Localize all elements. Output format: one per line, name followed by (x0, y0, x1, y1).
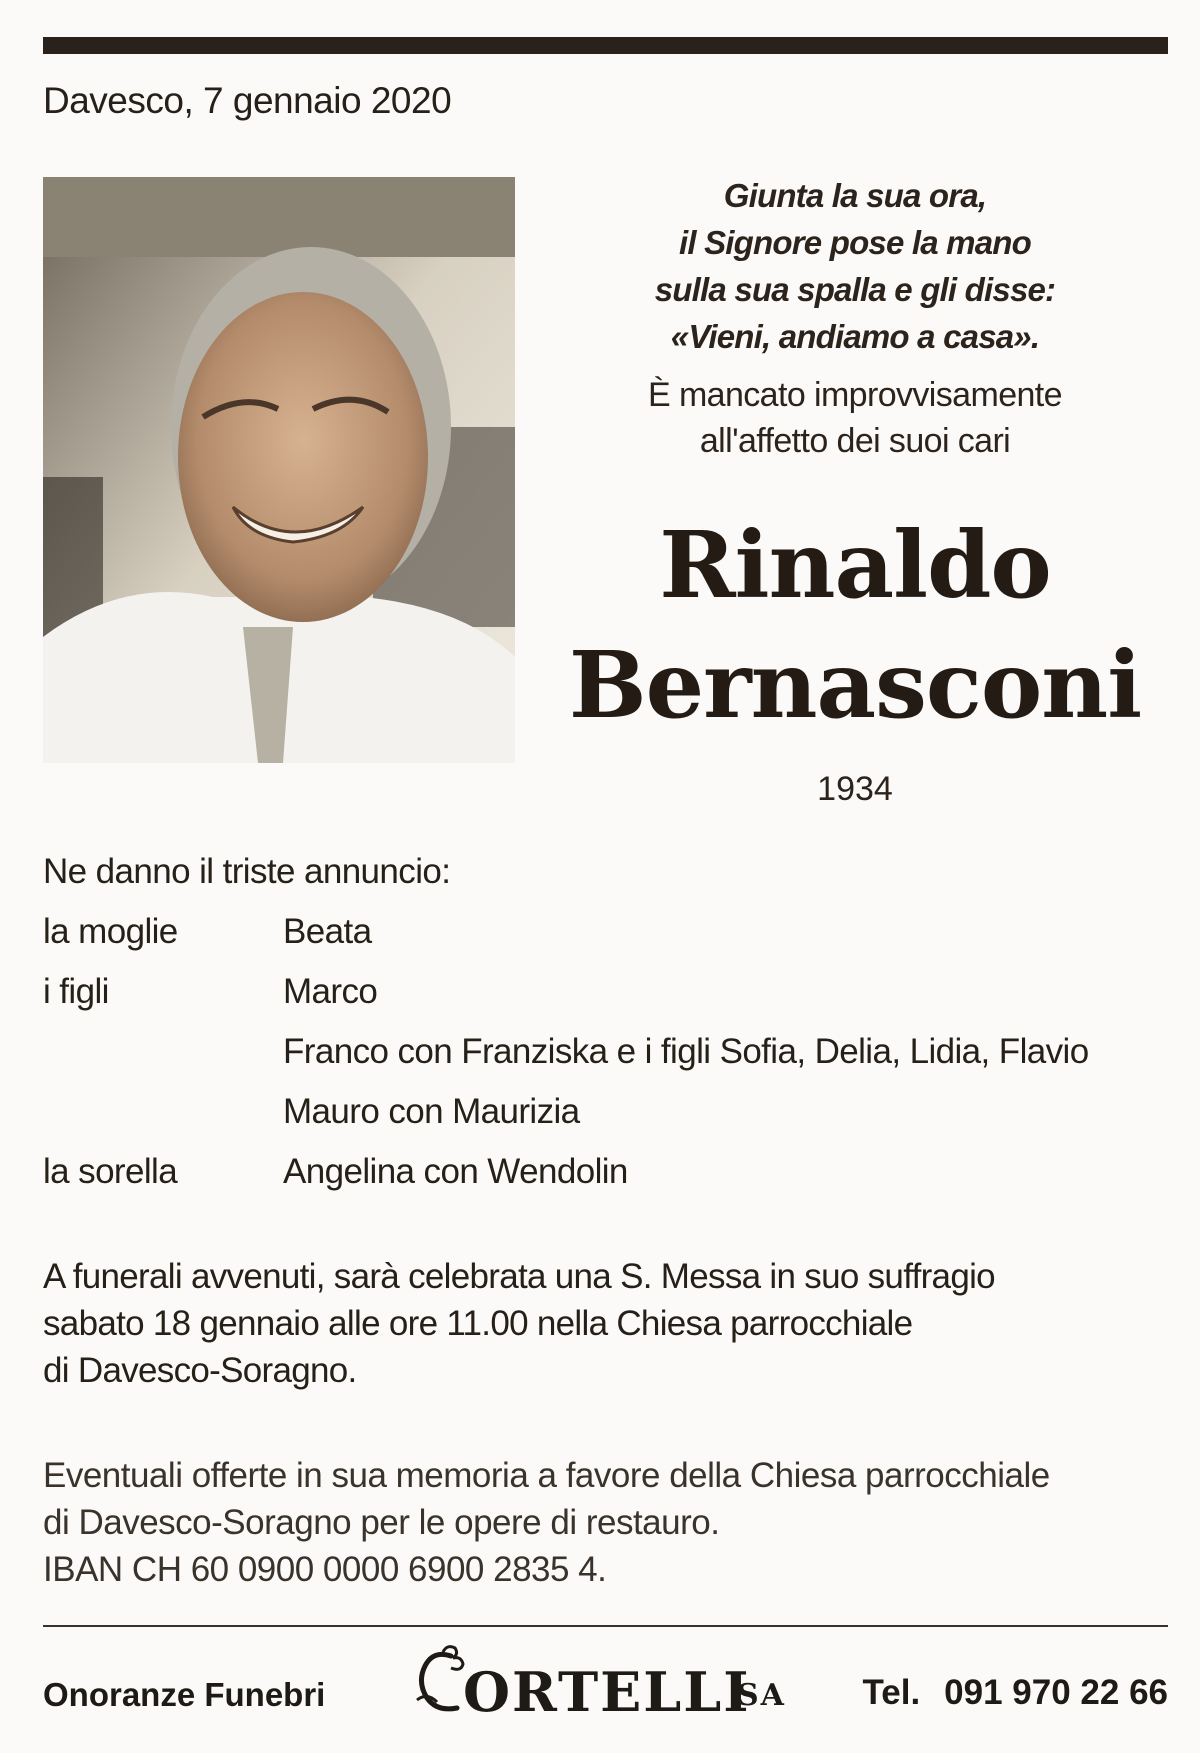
funeral-home-label: Onoranze Funebri (43, 1676, 326, 1713)
family-relation: la moglie (43, 912, 178, 951)
family-row (43, 1022, 1168, 1082)
iban-line: IBAN CH 60 0900 0000 6900 2835 4. (43, 1550, 607, 1589)
funeral-line: sabato 18 gennaio alle ore 11.00 nella Chiesa parrocchiale (43, 1304, 913, 1343)
quote (560, 172, 1150, 360)
quote-line: Giunta la sua ora, (723, 177, 987, 214)
family-names: Beata (283, 912, 372, 951)
place-date: Davesco, 7 gennaio 2020 (43, 80, 452, 121)
bottom-rule (43, 1625, 1168, 1627)
logo-suffix: SA (737, 1678, 786, 1713)
announcement-title: Ne danno il triste annuncio: (43, 852, 451, 891)
family-names: Mauro con Maurizia (283, 1092, 580, 1131)
family-names: Marco (283, 972, 378, 1011)
family-row (43, 1142, 1168, 1202)
phone (838, 1673, 1168, 1713)
funeral-line: A funerali avvenuti, sarà celebrata una S. Messa in suo suffragio (43, 1257, 995, 1296)
phone-label: Tel. (862, 1673, 921, 1712)
donations-notice (43, 1452, 1050, 1593)
family-row (43, 902, 1168, 962)
phone-number: 091 970 22 66 (944, 1673, 1168, 1712)
cortelli-logo (403, 1642, 863, 1722)
quote-line: «Vieni, andiamo a casa». (670, 318, 1040, 355)
family-relation: la sorella (43, 1152, 178, 1191)
last-name: Bernasconi (568, 631, 1142, 739)
funeral-line: di Davesco-Soragno. (43, 1351, 357, 1390)
family-row (43, 1082, 1168, 1142)
donations-line: di Davesco-Soragno per le opere di restauro. (43, 1503, 720, 1542)
donations-line: Eventuali offerte in sua memoria a favore della Chiesa parrocchiale (43, 1456, 1050, 1495)
quote-line: il Signore pose la mano (678, 224, 1031, 261)
quote-line: sulla sua spalla e gli disse: (654, 271, 1056, 308)
intro-text (560, 372, 1150, 464)
family-list (43, 902, 1168, 1202)
deceased-name (530, 505, 1180, 745)
footer (43, 1640, 1168, 1730)
family-row (43, 962, 1168, 1022)
funeral-notice (43, 1253, 995, 1394)
logo-text: ORTELLI (463, 1660, 751, 1724)
birth-year: 1934 (817, 770, 893, 808)
first-name: Rinaldo (659, 511, 1051, 619)
intro-line: all'affetto dei suoi cari (699, 422, 1011, 460)
top-rule (43, 37, 1168, 54)
intro-line: È mancato improvvisamente (648, 376, 1062, 414)
portrait-photo (43, 177, 515, 763)
family-names: Angelina con Wendolin (283, 1152, 628, 1191)
family-names: Franco con Franziska e i figli Sofia, Delia, Lidia, Flavio (283, 1032, 1089, 1071)
family-relation: i figli (43, 972, 109, 1011)
